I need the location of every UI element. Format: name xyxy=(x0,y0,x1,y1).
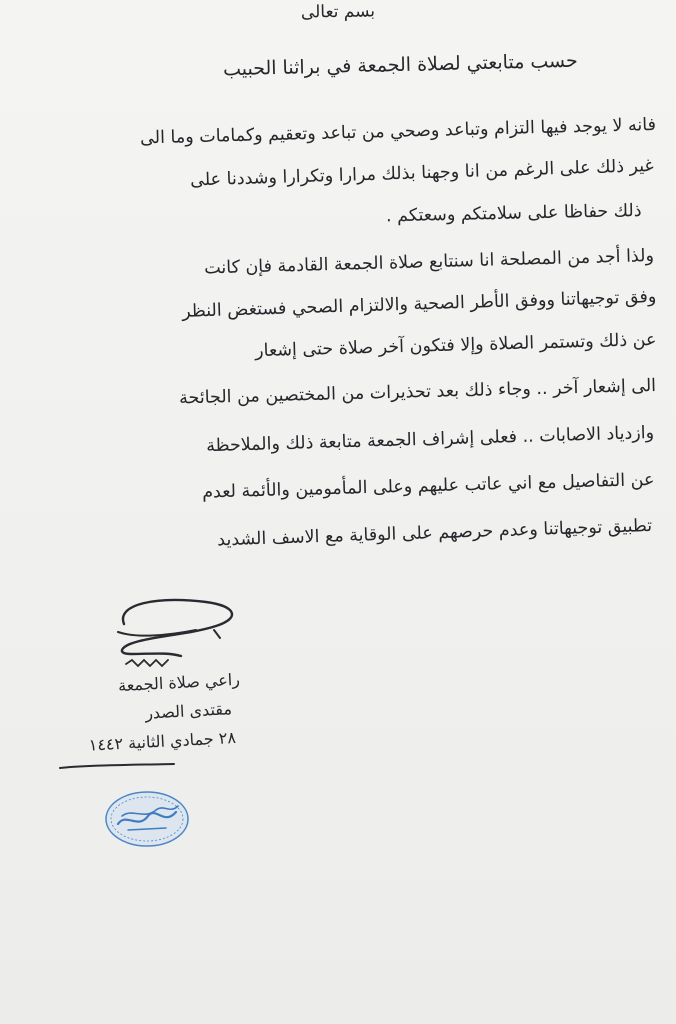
body-line: ولذا أجد من المصلحة انا سنتابع صلاة الجمعة القادمة فإن كانت xyxy=(204,246,655,279)
letter-date: ٢٨ جمادي الثانية ١٤٤٢ xyxy=(88,727,237,755)
body-line: وازدياد الاصابات .. فعلى إشراف الجمعة متابعة ذلك والملاحظة xyxy=(205,423,655,457)
body-line: عن ذلك وتستمر الصلاة وإلا فتكون آخر صلاة حتى إشعار xyxy=(254,330,657,362)
body-line: وفق توجيهاتنا ووفق الأطر الصحية والالتزام الصحي فستغض النظر xyxy=(181,287,657,322)
letter-heading: بسم تعالى xyxy=(300,1,376,23)
letter-subject: حسب متابعتي لصلاة الجمعة في براثنا الحبيب xyxy=(223,49,579,81)
signatory-title: راعي صلاة الجمعة xyxy=(117,669,241,696)
signatory-name: مقتدى الصدر xyxy=(144,699,233,723)
handwritten-signature xyxy=(96,594,246,674)
date-underline xyxy=(58,762,176,772)
signature-block xyxy=(40,670,240,757)
body-line: الى إشعار آخر .. وجاء ذلك بعد تحذيرات من المختصين من الجائحة xyxy=(178,376,657,409)
official-stamp xyxy=(104,790,190,848)
body-line: فانه لا يوجد فيها التزام وتباعد وصحي من تباعد وتعقيم وكمامات وما الى xyxy=(139,115,657,149)
body-line: ذلك حفاظا على سلامتكم وسعتكم . xyxy=(386,201,643,227)
body-line: تطبيق توجيهاتنا وعدم حرصهم على الوقاية مع الاسف الشديد xyxy=(216,516,653,551)
body-line: غير ذلك على الرغم من انا وجهنا بذلك مرارا وتكرارا وشددنا على xyxy=(190,156,655,191)
body-line: عن التفاصيل مع اني عاتب عليهم وعلى المأمومين والأئمة لعدم xyxy=(201,470,655,503)
